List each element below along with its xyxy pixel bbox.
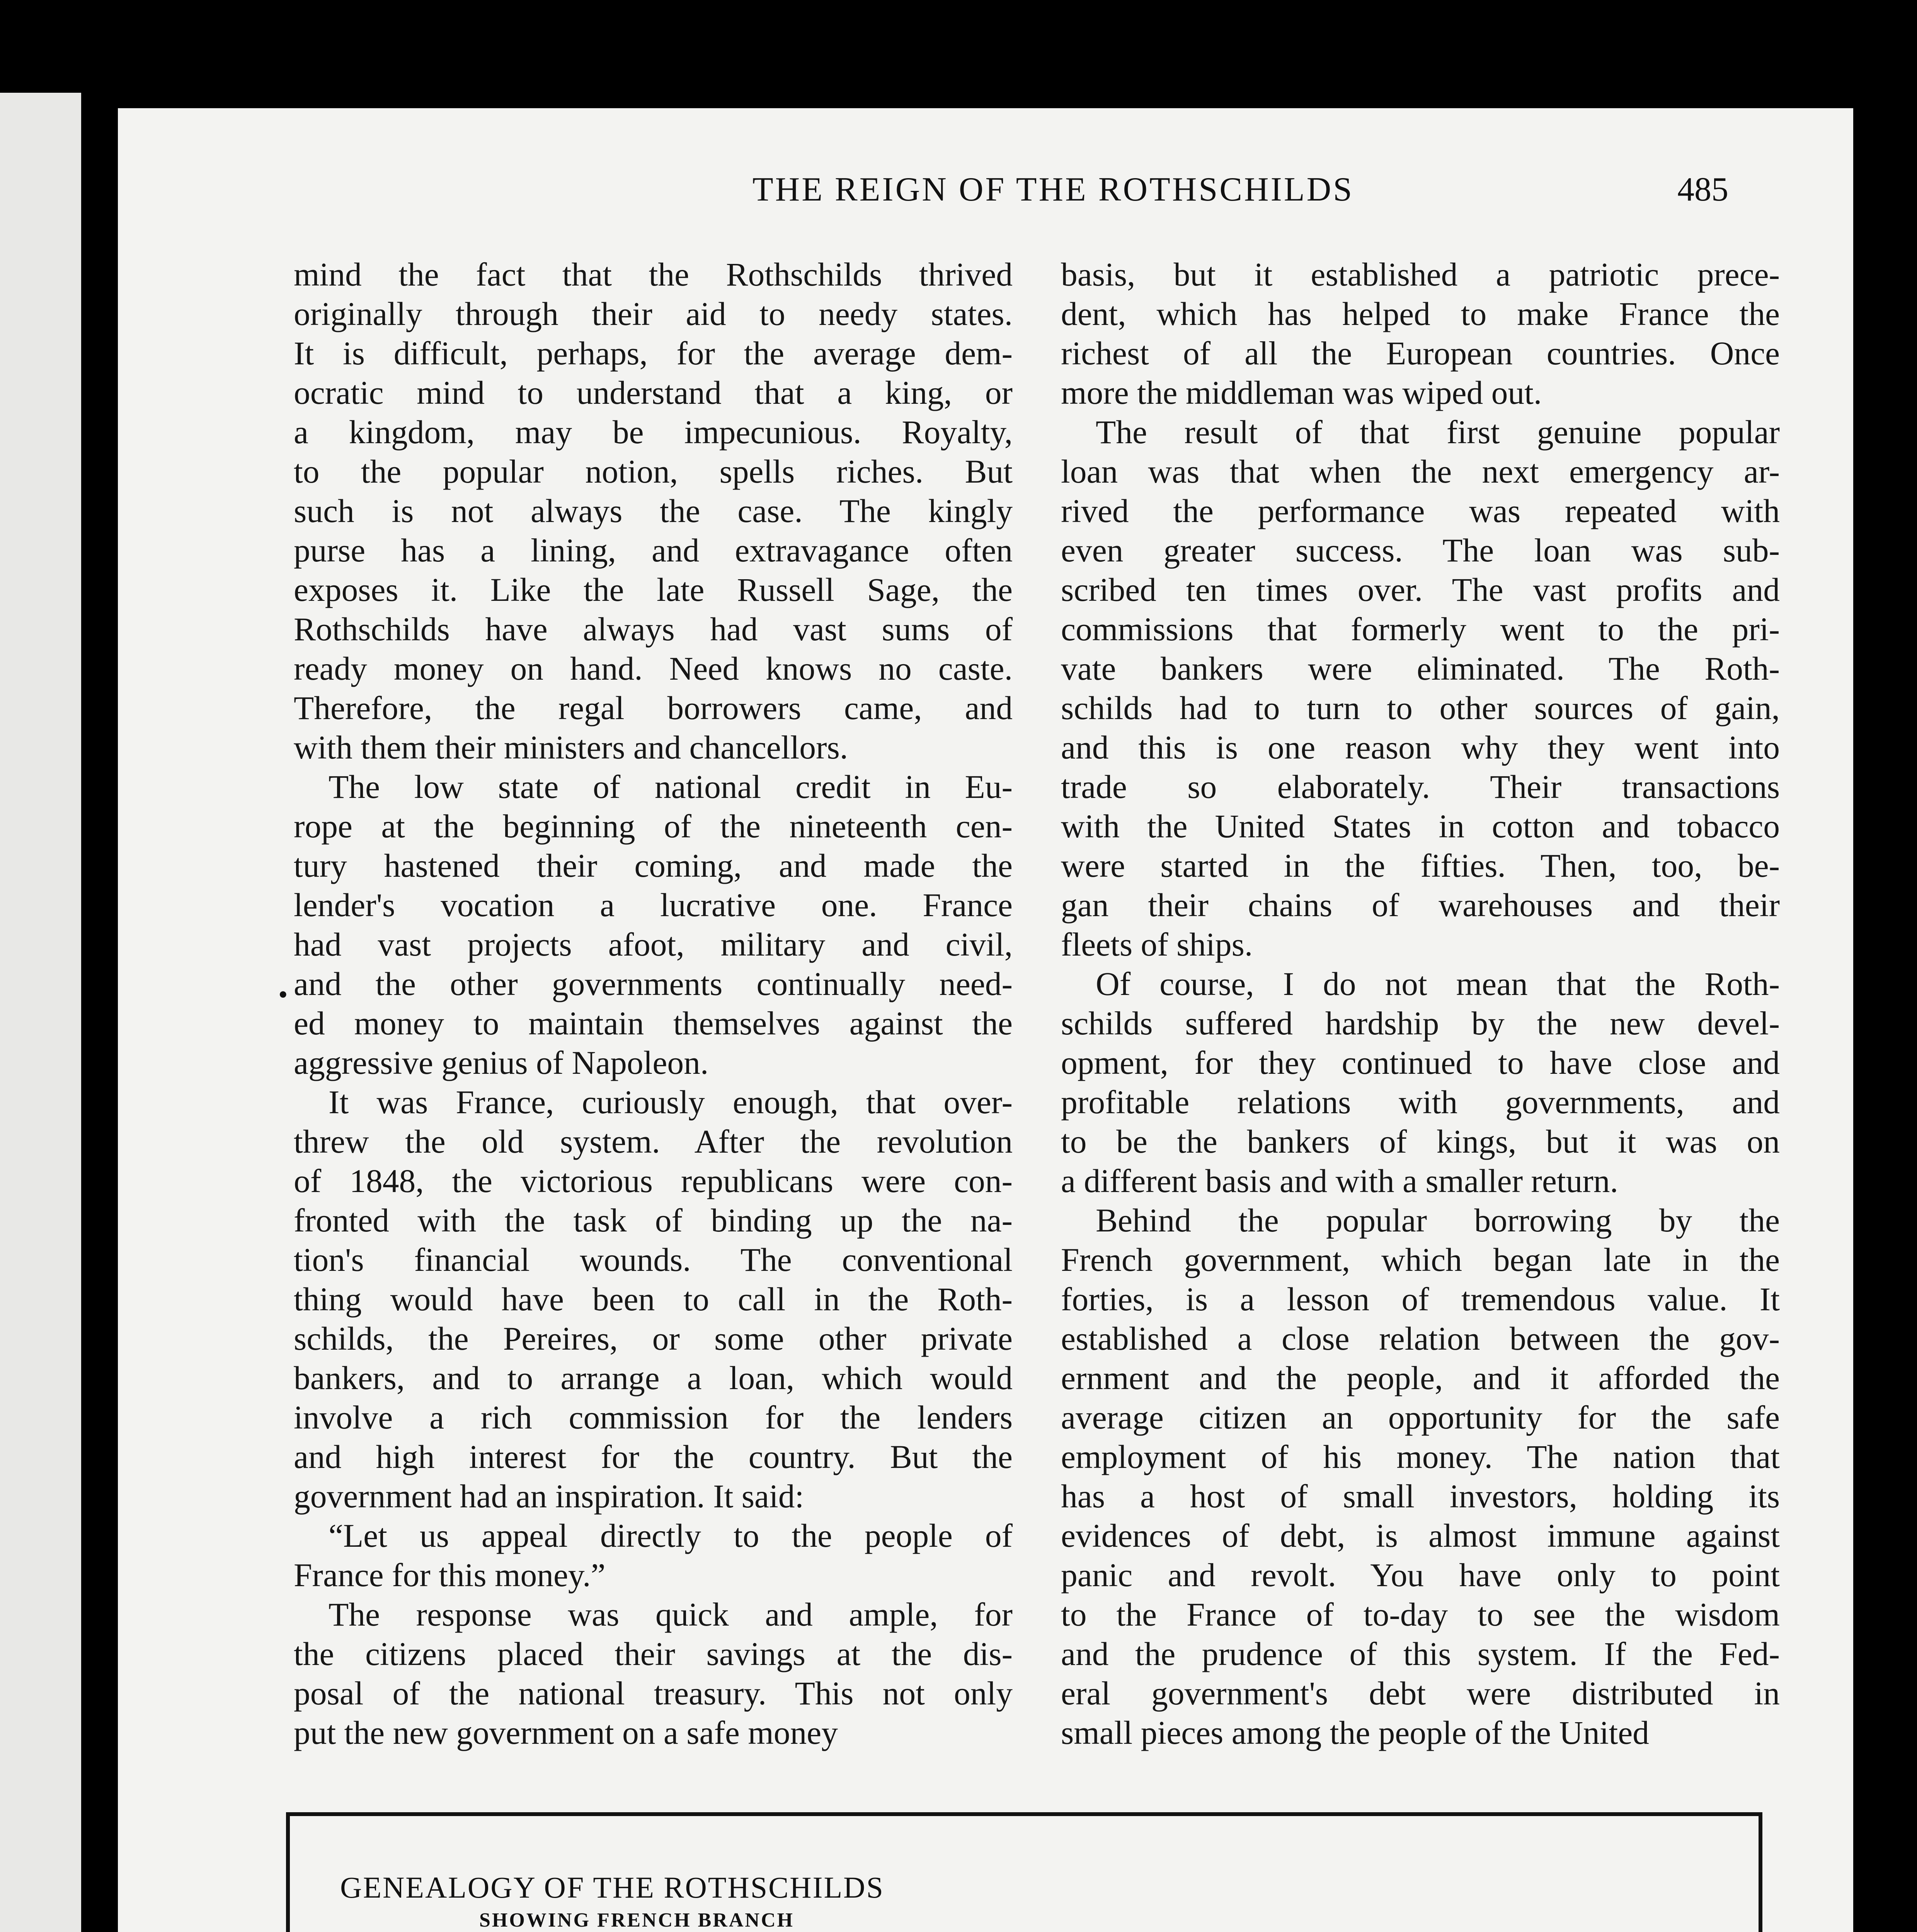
left-column-line: rope at the beginning of the nineteenth cen- <box>294 808 1013 845</box>
left-column-line: such is not always the case. The kingly <box>294 493 1013 529</box>
right-column-line: Behind the popular borrowing by the <box>1096 1202 1780 1239</box>
left-column-line: government had an inspiration. It said: <box>294 1478 804 1515</box>
right-column-line: with the United States in cotton and tobacco <box>1061 808 1780 845</box>
page-number: 485 <box>1677 171 1728 208</box>
left-column-line: posal of the national treasury. This not only <box>294 1675 1013 1712</box>
right-column-line: a different basis and with a smaller return. <box>1061 1163 1618 1199</box>
right-column-line: ernment and the people, and it afforded the <box>1061 1360 1780 1396</box>
right-column-line: French government, which began late in the <box>1061 1242 1780 1278</box>
right-column-line: and this is one reason why they went into <box>1061 730 1780 766</box>
right-column-line: rived the performance was repeated with <box>1061 493 1780 529</box>
right-column-line: eral government's debt were distributed in <box>1061 1675 1780 1712</box>
left-column-line: with them their ministers and chancellors. <box>294 730 848 766</box>
right-column-line: small pieces among the people of the United <box>1061 1715 1649 1751</box>
left-column-line: thing would have been to call in the Roth- <box>294 1281 1013 1318</box>
right-column-line: established a close relation between the gov- <box>1061 1321 1780 1357</box>
right-column-line: to be the bankers of kings, but it was on <box>1061 1124 1780 1160</box>
right-column-line: richest of all the European countries. Once <box>1061 335 1780 372</box>
left-column-line: The response was quick and ample, for <box>329 1597 1013 1633</box>
left-column-line: the citizens placed their savings at the dis- <box>294 1636 1013 1672</box>
margin-bullet: • <box>278 980 288 1010</box>
right-column-line: employment of his money. The nation that <box>1061 1439 1780 1475</box>
adjacent-page-edge <box>0 93 81 1932</box>
left-column-line: originally through their aid to needy states. <box>294 296 1013 332</box>
right-column-line: gan their chains of warehouses and their <box>1061 887 1780 923</box>
right-column-line: basis, but it established a patriotic prece- <box>1061 257 1780 293</box>
left-column-line: ocratic mind to understand that a king, or <box>294 375 1013 411</box>
left-column-line: purse has a lining, and extravagance often <box>294 532 1013 569</box>
left-column-line: a kingdom, may be impecunious. Royalty, <box>294 414 1013 451</box>
genealogy-title: GENEALOGY OF THE ROTHSCHILDS <box>340 1871 884 1904</box>
left-column-line: “Let us appeal directly to the people of <box>329 1518 1013 1554</box>
right-column-line: even greater success. The loan was sub- <box>1061 532 1780 569</box>
left-column <box>294 255 1013 1753</box>
left-column-line: tion's financial wounds. The conventional <box>294 1242 1013 1278</box>
right-column-line: scribed ten times over. The vast profits and <box>1061 572 1780 608</box>
left-column-line: aggressive genius of Napoleon. <box>294 1045 709 1081</box>
left-column-line: mind the fact that the Rothschilds thrived <box>294 257 1013 293</box>
left-column-line: It is difficult, perhaps, for the average dem- <box>294 335 1013 372</box>
left-column-line: lender's vocation a lucrative one. France <box>294 887 1013 923</box>
right-column-line: evidences of debt, is almost immune against <box>1061 1518 1780 1554</box>
left-column-line: and high interest for the country. But the <box>294 1439 1013 1475</box>
right-column-line: to the France of to-day to see the wisdom <box>1061 1597 1780 1633</box>
right-column-line: profitable relations with governments, and <box>1061 1084 1780 1121</box>
right-column-line: more the middleman was wiped out. <box>1061 375 1542 411</box>
right-column-line: forties, is a lesson of tremendous value. It <box>1061 1281 1780 1318</box>
right-column-line: vate bankers were eliminated. The Roth- <box>1061 651 1780 687</box>
right-column-line: dent, which has helped to make France the <box>1061 296 1780 332</box>
left-column-line: Rothschilds have always had vast sums of <box>294 611 1013 648</box>
left-column-line: ready money on hand. Need knows no caste. <box>294 651 1013 687</box>
left-column-line: The low state of national credit in Eu- <box>329 769 1013 805</box>
left-column-line: tury hastened their coming, and made the <box>294 848 1013 884</box>
right-column-line: commissions that formerly went to the pri- <box>1061 611 1780 648</box>
left-column-line: It was France, curiously enough, that over- <box>329 1084 1013 1121</box>
right-column-line: and the prudence of this system. If the Fed- <box>1061 1636 1780 1672</box>
right-column-line: fleets of ships. <box>1061 927 1253 963</box>
left-column-line: put the new government on a safe money <box>294 1715 838 1751</box>
right-column-line: Of course, I do not mean that the Roth- <box>1096 966 1780 1002</box>
genealogy-subtitle: SHOWING FRENCH BRANCH <box>479 1909 794 1931</box>
left-column-line: France for this money.” <box>294 1557 606 1594</box>
left-column-line: and the other governments continually need- <box>294 966 1013 1002</box>
right-column-line: average citizen an opportunity for the safe <box>1061 1400 1780 1436</box>
left-column-line: involve a rich commission for the lenders <box>294 1400 1013 1436</box>
right-column-line: opment, for they continued to have close and <box>1061 1045 1780 1081</box>
left-column-line: threw the old system. After the revolution <box>294 1124 1013 1160</box>
right-column-line: The result of that first genuine popular <box>1096 414 1780 451</box>
left-column-line: of 1848, the victorious republicans were con- <box>294 1163 1013 1199</box>
right-column <box>1061 255 1780 1753</box>
left-column-line: to the popular notion, spells riches. But <box>294 454 1013 490</box>
left-column-line: schilds, the Pereires, or some other private <box>294 1321 1013 1357</box>
left-column-line: fronted with the task of binding up the na- <box>294 1202 1013 1239</box>
right-column-line: schilds suffered hardship by the new devel- <box>1061 1005 1780 1042</box>
left-column-line: had vast projects afoot, military and civil, <box>294 927 1013 963</box>
right-column-line: has a host of small investors, holding its <box>1061 1478 1780 1515</box>
right-column-line: panic and revolt. You have only to point <box>1061 1557 1780 1594</box>
left-column-line: Therefore, the regal borrowers came, and <box>294 690 1013 726</box>
left-column-line: ed money to maintain themselves against the <box>294 1005 1013 1042</box>
right-column-line: loan was that when the next emergency ar- <box>1061 454 1780 490</box>
running-title: THE REIGN OF THE ROTHSCHILDS <box>752 171 1354 208</box>
left-column-line: exposes it. Like the late Russell Sage, the <box>294 572 1013 608</box>
right-column-line: schilds had to turn to other sources of gain, <box>1061 690 1780 726</box>
right-column-line: trade so elaborately. Their transactions <box>1061 769 1780 805</box>
right-column-line: were started in the fifties. Then, too, be- <box>1061 848 1780 884</box>
left-column-line: bankers, and to arrange a loan, which would <box>294 1360 1013 1396</box>
